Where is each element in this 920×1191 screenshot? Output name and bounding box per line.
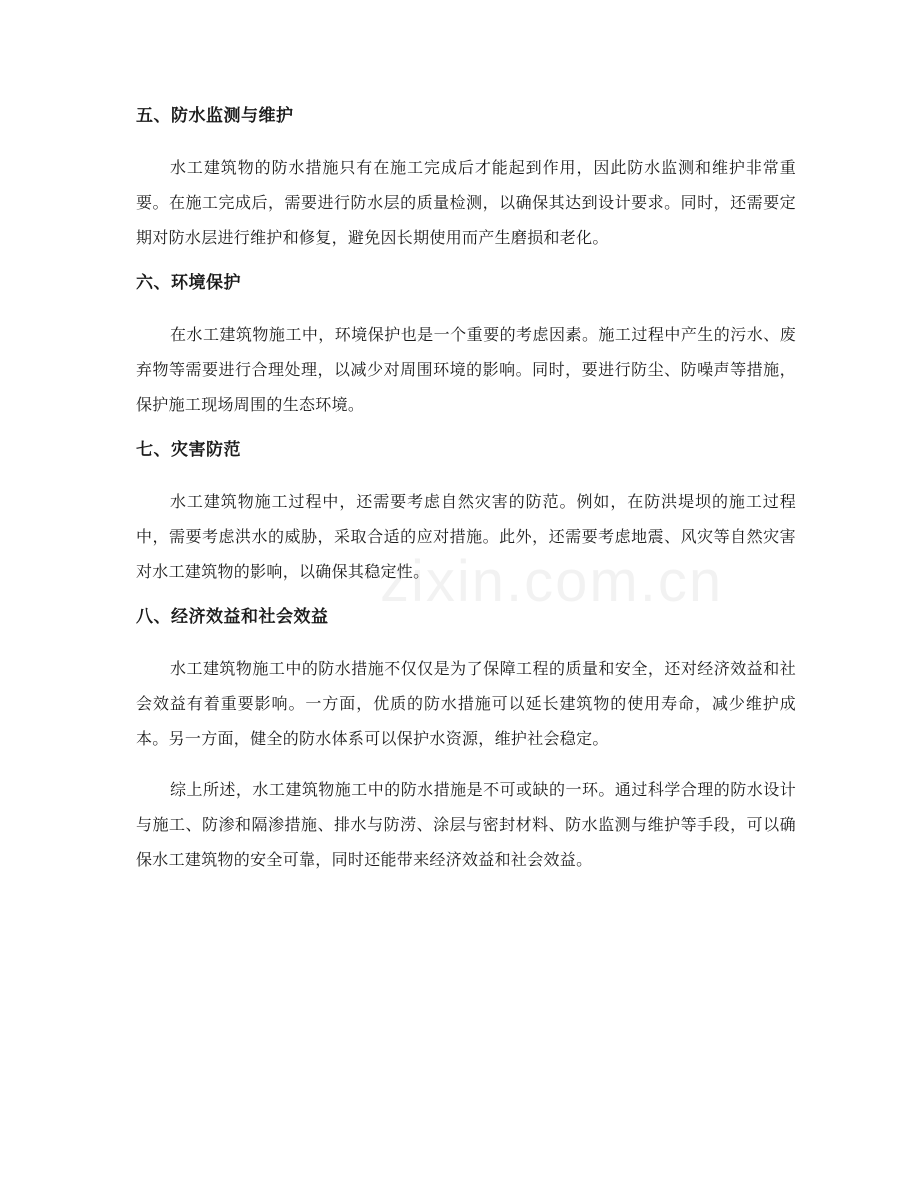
paragraph: 水工建筑物的防水措施只有在施工完成后才能起到作用，因此防水监测和维护非常重要。在施工完成后，需要进行防水层的质量检测，以确保其达到设计要求。同时，还需要定期对防水层进行维护和修复，避免因长期使用而产生磨损和老化。 <box>136 158 796 247</box>
paragraph-conclusion: 综上所述，水工建筑物施工中的防水措施是不可或缺的一环。通过科学合理的防水设计与施工、防渗和隔渗措施、排水与防涝、涂层与密封材料、防水监测与维护等手段，可以确保水工建筑物的安全可靠，同时还能带来经济效益和社会效益。 <box>136 780 796 869</box>
paragraph: 水工建筑物施工过程中，还需要考虑自然灾害的防范。例如，在防洪堤坝的施工过程中，需要考虑洪水的威胁，采取合适的应对措施。此外，还需要考虑地震、风灾等自然灾害对水工建筑物的影响，以确保其稳定性。 <box>136 492 796 581</box>
section-disaster-prevention <box>136 438 796 589</box>
section-environment-protection <box>136 271 796 422</box>
section-economic-social-benefits <box>136 605 796 877</box>
section-heading: 六、环境保护 <box>136 273 241 293</box>
section-heading: 八、经济效益和社会效益 <box>136 607 329 627</box>
paragraph: 水工建筑物施工中的防水措施不仅仅是为了保障工程的质量和安全，还对经济效益和社会效益有着重要影响。一方面，优质的防水措施可以延长建筑物的使用寿命，减少维护成本。另一方面，健全的防水体系可以保护水资源，维护社会稳定。 <box>136 659 796 748</box>
watermark: zixin.com.cn <box>380 549 724 614</box>
section-heading: 五、防水监测与维护 <box>136 106 294 126</box>
document-body <box>136 104 796 893</box>
section-water-monitoring <box>136 104 796 255</box>
section-heading: 七、灾害防范 <box>136 440 241 460</box>
paragraph: 在水工建筑物施工中，环境保护也是一个重要的考虑因素。施工过程中产生的污水、废弃物等需要进行合理处理，以减少对周围环境的影响。同时，要进行防尘、防噪声等措施，保护施工现场周围的生态环境。 <box>136 325 796 414</box>
